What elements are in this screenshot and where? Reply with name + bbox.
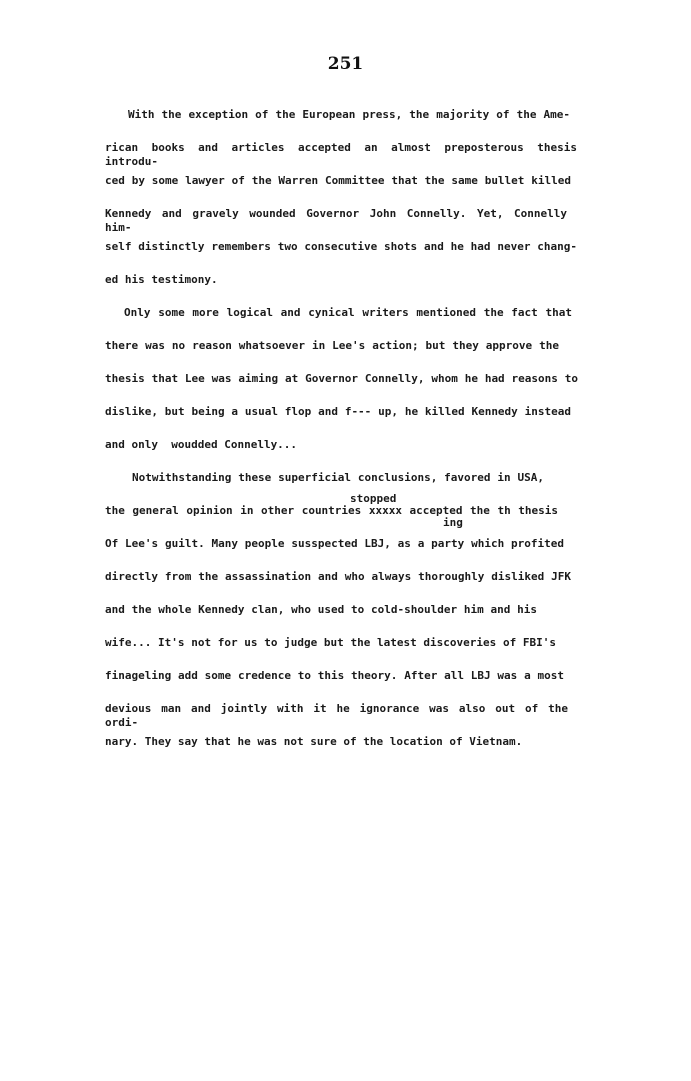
text-line: With the exception of the European press, the majority of the Ame-: [128, 108, 570, 121]
text-line: devious man and jointly with it he ignorance was also out of the ordi-: [105, 702, 568, 729]
handwritten-insertion-above: stopped: [350, 492, 397, 505]
text-line: wife... It's not for us to judge but the latest discoveries of FBI's: [105, 636, 556, 649]
text-line: Kennedy and gravely wounded Governor John Connelly. Yet, Connelly him-: [105, 207, 567, 234]
text-line: and only woudded Connelly...: [105, 438, 298, 451]
text-line: Notwithstanding these superficial conclusions, favored in USA,: [132, 471, 544, 484]
text-line: self distinctly remembers two consecutive shots and he had never chang-: [105, 240, 577, 253]
text-line: rican books and articles accepted an almost preposterous thesis introdu-: [105, 141, 577, 168]
text-line: finageling add some credence to this theory. After all LBJ was a most: [105, 669, 564, 682]
text-line: directly from the assassination and who always thoroughly disliked JFK: [105, 570, 571, 583]
handwritten-insertion-below: ing: [443, 516, 463, 529]
text-line: the general opinion in other countries xxxxx accepted the th thesis: [105, 504, 558, 517]
text-line: there was no reason whatsoever in Lee's action; but they approve the: [105, 339, 559, 352]
text-line: ed his testimony.: [105, 273, 218, 286]
page-number: 251: [327, 54, 364, 74]
text-line: dislike, but being a usual flop and f--- up, he killed Kennedy instead: [105, 405, 571, 418]
text-line: nary. They say that he was not sure of the location of Vietnam.: [105, 735, 523, 748]
text-line: Of Lee's guilt. Many people susspected LBJ, as a party which profited: [105, 537, 564, 550]
text-line: Only some more logical and cynical writers mentioned the fact that: [124, 306, 572, 319]
text-line: thesis that Lee was aiming at Governor Connelly, whom he had reasons to: [105, 372, 578, 385]
text-line: and the whole Kennedy clan, who used to cold-shoulder him and his: [105, 603, 537, 616]
text-line: ced by some lawyer of the Warren Committee that the same bullet killed: [105, 174, 571, 187]
